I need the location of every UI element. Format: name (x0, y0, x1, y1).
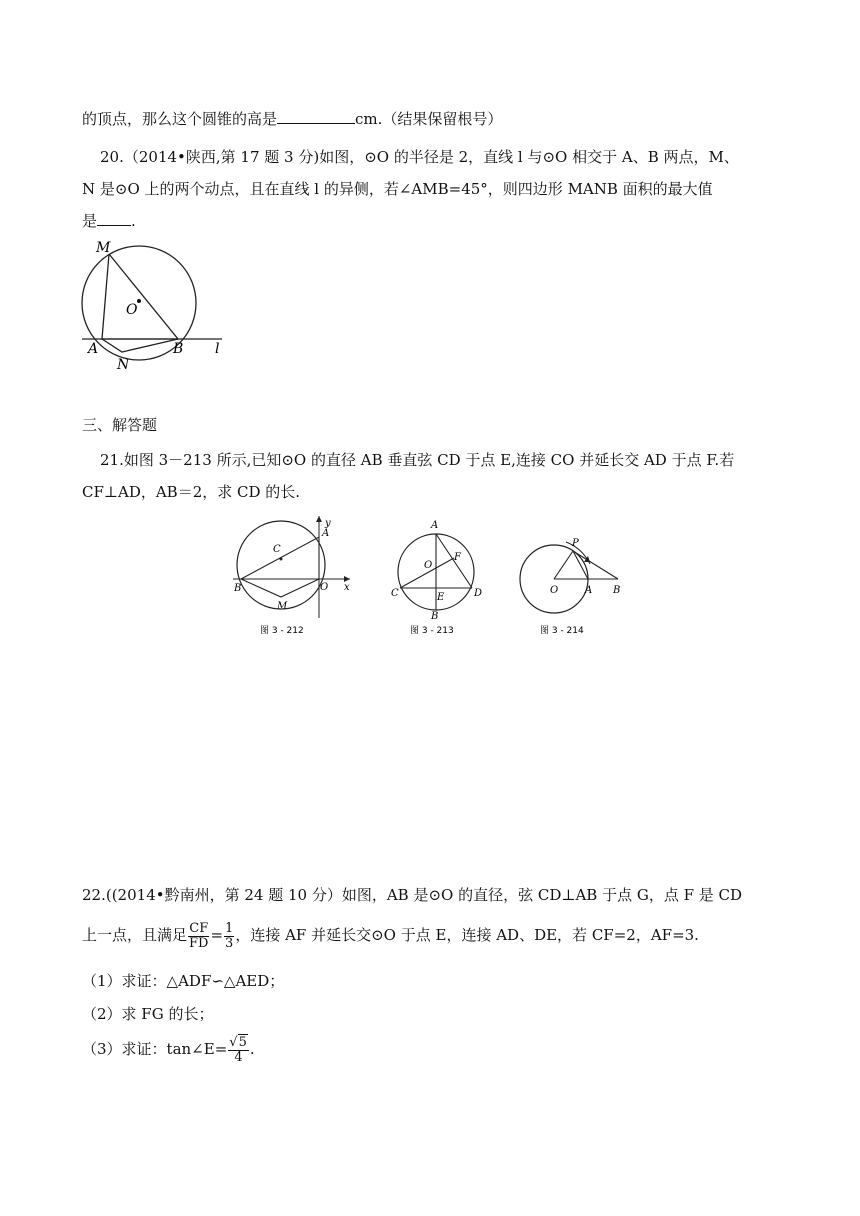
frac-num: CF (189, 920, 209, 936)
q22-part3-end: . (249, 1040, 255, 1058)
answer-blank (97, 211, 131, 226)
caption-213: 图 3 - 213 (410, 626, 454, 636)
q19-tail-line (82, 108, 502, 130)
fraction-cf-fd (188, 922, 209, 951)
q22-part3 (82, 1032, 255, 1066)
frac-den: 4 (234, 1049, 243, 1065)
circle-c (237, 521, 325, 609)
q22-part3-a: （3）求证：tan∠E= (82, 1040, 228, 1058)
label-a: A (322, 528, 330, 539)
label-d: D (474, 588, 483, 599)
label-o: O (126, 302, 138, 318)
label-c: C (273, 544, 281, 555)
label-b: B (234, 583, 242, 594)
label-p: P (572, 538, 579, 549)
q20-line3-text: 是 (82, 212, 98, 230)
q21-line1: 21.如图 3－213 所示,已知⊙O 的直径 AB 垂直弦 CD 于点 E,连接 CO 并延长交 AD 于点 F.若 (100, 451, 735, 469)
q19-text-a: 的顶点，那么这个圆锥的高是 (82, 110, 278, 128)
q22-part2: （2）求 FG 的长； (82, 1005, 214, 1023)
caption-212: 图 3 - 212 (260, 626, 304, 636)
label-l: l (215, 341, 220, 357)
equals-sign: = (210, 926, 224, 944)
sqrt-value: 5 (238, 1034, 247, 1050)
segment-op (554, 551, 573, 579)
label-a: A (88, 341, 99, 357)
label-a: A (585, 585, 593, 596)
fig-3-214 (512, 536, 632, 642)
q19-text-b: cm.（结果保留根号） (355, 110, 503, 128)
label-n: N (117, 357, 130, 373)
q22-line2-a: 上一点，且满足 (82, 926, 188, 944)
frac-den: 3 (225, 935, 234, 951)
q22-line2 (82, 920, 699, 951)
frac-num: 1 (225, 920, 234, 936)
label-a: A (431, 520, 439, 531)
q22-line1: 22.((2014•黔南州，第 24 题 10 分）如图，AB 是⊙O 的直径，弦 CD⊥AB 于点 G，点 F 是 CD (82, 886, 743, 904)
label-b: B (173, 341, 184, 357)
label-b: B (431, 611, 439, 622)
label-x: x (344, 582, 350, 593)
caption-214: 图 3 - 214 (540, 626, 584, 636)
label-m: M (96, 240, 111, 256)
q20-line3-end: . (131, 212, 136, 230)
fig-3-212 (228, 512, 358, 642)
q20-line2: N 是⊙O 上的两个动点，且在直线 l 的异侧，若∠AMB=45°，则四边形 MANB 面积的最大值 (82, 180, 713, 198)
label-b: B (613, 585, 621, 596)
label-o: O (550, 585, 559, 596)
section-title: 三、解答题 (82, 416, 158, 434)
fig-3-213 (388, 512, 488, 642)
q21-line2: CF⊥AD，AB＝2，求 CD 的长. (82, 483, 301, 501)
label-m: M (277, 601, 288, 612)
triangle-anb (102, 339, 178, 352)
label-e: E (437, 592, 445, 603)
triangle-amb (102, 254, 178, 339)
fraction-one-third (224, 922, 234, 951)
q20-line3 (82, 210, 136, 232)
frac-num (228, 1036, 249, 1051)
y-arrow-icon (316, 516, 322, 522)
label-y: y (325, 518, 331, 529)
label-o: O (320, 582, 329, 593)
triangle-bmo (241, 579, 319, 597)
frac-den: FD (189, 935, 209, 951)
segment-pb (573, 551, 618, 579)
label-o: O (424, 560, 433, 571)
label-f: F (454, 552, 461, 563)
sqrt-icon: √ (229, 1034, 238, 1050)
q22-line2-b: ，连接 AF 并延长交⊙O 于点 E，连接 AD、DE，若 CF=2，AF=3. (235, 926, 699, 944)
q22-part1: （1）求证：△ADF∽△AED； (82, 972, 285, 990)
center-dot (137, 299, 141, 303)
fraction-sqrt5-4 (228, 1036, 249, 1065)
q20-figure (76, 236, 236, 376)
answer-blank (277, 109, 355, 124)
label-c: C (391, 588, 399, 599)
q20-line1: 20.（2014•陕西,第 17 题 3 分)如图，⊙O 的半径是 2，直线 l 与⊙O 相交于 A、B 两点，M、 (100, 148, 739, 166)
center-dot (280, 558, 283, 561)
